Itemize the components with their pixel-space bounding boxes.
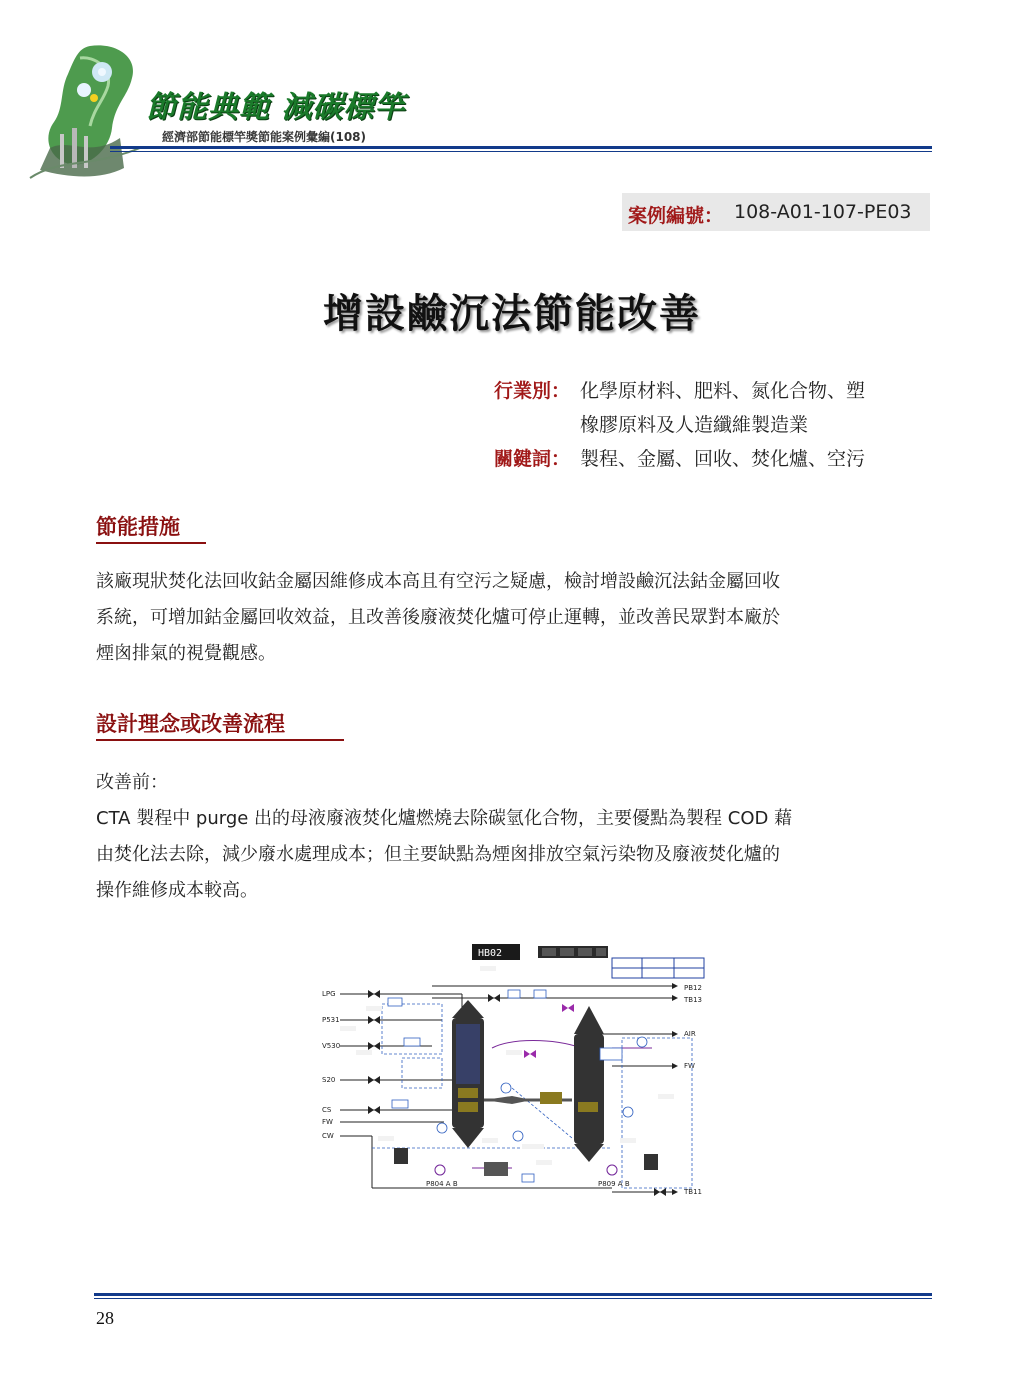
section-heading-measures: 節能措施 [96, 515, 180, 539]
diagram-unit-label: HB02 [478, 948, 503, 959]
header-rule [110, 146, 932, 149]
footer-rule-thin [94, 1298, 932, 1299]
left-input-labels [322, 990, 340, 1140]
output-label: FW [684, 1062, 695, 1070]
input-label: FW [322, 1118, 333, 1126]
incinerator-process-diagram [312, 938, 710, 1208]
industry-label: 行業別： [494, 380, 571, 402]
pump-label: P809 A B [598, 1180, 630, 1188]
industry-text-line1: 化學原材料、肥料、氮化合物、塑 [580, 380, 866, 402]
input-label: CS [322, 1106, 332, 1114]
taiwan-leaf-logo [20, 38, 160, 188]
output-label: TB13 [684, 996, 702, 1004]
measures-paragraph-line: 該廠現狀焚化法回收鈷金屬因維修成本高且有空污之疑慮，檢討增設鹼沉法鈷金屬回收 [96, 571, 780, 592]
output-label: PB12 [684, 984, 702, 992]
design-paragraph-line: 操作維修成本較高。 [96, 880, 258, 901]
measures-paragraph-line: 系統，可增加鈷金屬回收效益，且改善後廢液焚化爐可停止運轉，並改善民眾對本廠於 [96, 607, 780, 628]
input-label: P531 [322, 1016, 340, 1024]
footer-rule [94, 1293, 932, 1296]
reactor-column-1 [452, 1000, 484, 1148]
input-label: LPG [322, 990, 336, 998]
output-label: AIR [684, 1030, 696, 1038]
measures-paragraph-line: 煙囪排氣的視覺觀感。 [96, 643, 276, 664]
section-heading-design: 設計理念或改善流程 [96, 712, 285, 736]
venturi-connector [484, 1092, 572, 1104]
design-paragraph-line: CTA 製程中 purge 出的母液廢液焚化爐燃燒去除碳氫化合物，主要優點為製程 COD 藉 [96, 808, 793, 829]
industry-text-line2: 橡膠原料及人造纖維製造業 [580, 414, 809, 436]
case-number-label: 案例編號： [628, 205, 724, 227]
before-improvement-label: 改善前： [96, 772, 168, 793]
input-label: CW [322, 1132, 334, 1140]
keywords-label: 關鍵詞： [494, 448, 571, 470]
keywords-text: 製程、金屬、回收、焚化爐、空污 [580, 448, 866, 470]
header-rule-thin [110, 151, 932, 152]
pump-label: P804 A B [426, 1180, 458, 1188]
page-title: 增設鹼沉法節能改善 [323, 291, 701, 337]
input-label: S20 [322, 1076, 336, 1084]
page-number: 28 [96, 1308, 114, 1328]
scrubber-column-2 [574, 1006, 604, 1162]
design-paragraph-line: 由焚化法去除，減少廢水處理成本；但主要缺點為煙囪排放空氣污染物及廢液焚化爐的 [96, 844, 780, 865]
output-label: TB11 [684, 1188, 702, 1196]
section-heading-underline [96, 739, 344, 741]
header-subtitle: 經濟部節能標竿獎節能案例彙編(108) [162, 130, 367, 144]
section-heading-underline [96, 542, 206, 544]
right-output-labels [683, 984, 702, 1196]
input-label: V530 [322, 1042, 341, 1050]
header-title: 節能典範 減碳標竿 [146, 90, 406, 125]
case-number-value: 108-A01-107-PE03 [734, 201, 912, 223]
